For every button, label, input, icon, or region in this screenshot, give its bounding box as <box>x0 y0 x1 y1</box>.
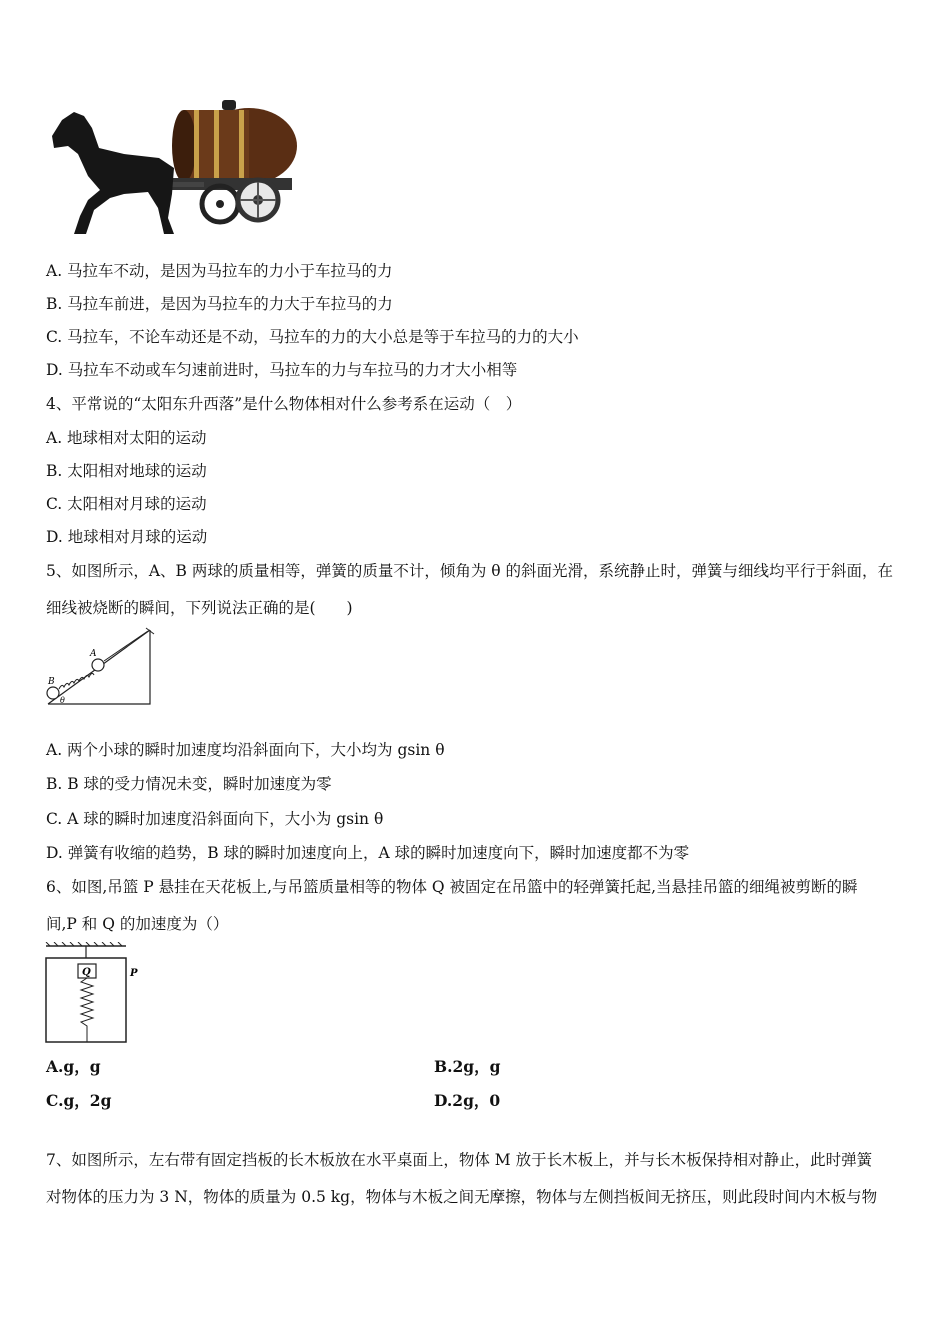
q7-stem-line2: 对物体的压力为 3 N，物体的质量为 0.5 kg，物体与木板之间无摩擦，物体与左侧挡板间无挤压，则此段时间内木板与物 <box>46 1188 878 1206</box>
q3-option-a: A. 马拉车不动，是因为马拉车的力小于车拉马的力 <box>46 262 393 280</box>
ball-b <box>47 687 59 699</box>
horse-cart-figure <box>44 98 300 240</box>
q4-stem: 4、平常说的“太阳东升西落”是什么物体相对什么参考系在运动（ ） <box>46 395 522 413</box>
barrel-image <box>172 100 297 184</box>
label-a: A <box>90 649 97 659</box>
label-q: Q <box>82 967 91 978</box>
q5-stem-line1: 5、如图所示，A、B 两球的质量相等，弹簧的质量不计，倾角为 θ 的斜面光滑，系统静止时，弹簧与细线均平行于斜面，在 <box>46 562 894 580</box>
horse-image <box>52 112 174 234</box>
q5-stem-line2: 细线被烧断的瞬间，下列说法正确的是( ) <box>46 599 353 617</box>
q5-option-d: D. 弹簧有收缩的趋势，B 球的瞬时加速度向上，A 球的瞬时加速度向下，瞬时加速度都不为零 <box>46 844 690 862</box>
q6-option-a: A.g，g <box>46 1057 101 1076</box>
q3-option-b: B. 马拉车前进，是因为马拉车的力大于车拉马的力 <box>46 295 393 313</box>
q6-stem-line2: 间,P 和 Q 的加速度为（） <box>46 915 229 933</box>
incline-figure <box>44 626 156 708</box>
label-theta: θ <box>60 696 65 705</box>
q5-option-a: A. 两个小球的瞬时加速度均沿斜面向下，大小均为 gsin θ <box>46 741 445 759</box>
label-p: P <box>130 968 138 979</box>
ball-a <box>92 659 104 671</box>
q5-option-b: B. B 球的受力情况未变，瞬时加速度为零 <box>46 775 332 793</box>
q4-option-d: D. 地球相对月球的运动 <box>46 528 208 546</box>
q4-option-a: A. 地球相对太阳的运动 <box>46 429 207 447</box>
spring <box>59 673 94 689</box>
basket-spring <box>81 978 93 1042</box>
q4-option-b: B. 太阳相对地球的运动 <box>46 462 207 480</box>
q5-option-c: C. A 球的瞬时加速度沿斜面向下，大小为 gsin θ <box>46 810 384 828</box>
q6-stem-line1: 6、如图,吊篮 P 悬挂在天花板上,与吊篮质量相等的物体 Q 被固定在吊篮中的轻弹簧托起,当悬挂吊篮的细绳被剪断的瞬 <box>46 878 858 896</box>
q4-option-c: C. 太阳相对月球的运动 <box>46 495 207 513</box>
thread <box>104 631 148 661</box>
q7-stem-line1: 7、如图所示，左右带有固定挡板的长木板放在水平桌面上，物体 M 放于长木板上，并与长木板保持相对静止，此时弹簧 <box>46 1151 873 1169</box>
q3-option-c: C. 马拉车，不论车动还是不动，马拉车的力的大小总是等于车拉马的力的大小 <box>46 328 579 346</box>
basket-figure <box>44 942 144 1046</box>
q6-option-c: C.g，2g <box>46 1091 112 1110</box>
label-b: B <box>48 677 55 687</box>
q3-option-d: D. 马拉车不动或车匀速前进时，马拉车的力与车拉马的力才大小相等 <box>46 361 518 379</box>
q6-option-d: D.2g，0 <box>434 1091 501 1110</box>
q6-option-b: B.2g，g <box>434 1057 501 1076</box>
